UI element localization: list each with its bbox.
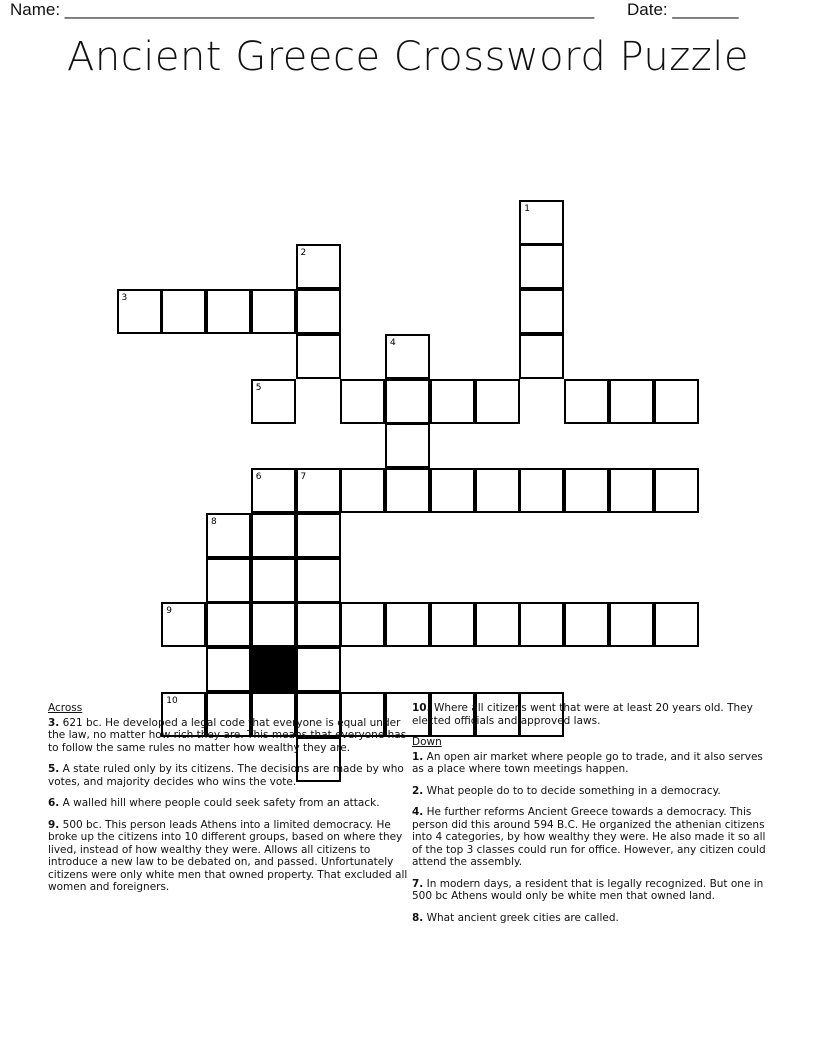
crossword-cell[interactable] [654,468,699,513]
clue-text: Where all citizens went that were at least 20 years old. They elected officials and approved laws. [412,702,753,727]
page-title: Ancient Greece Crossword Puzzle [67,34,749,80]
clue-text: 500 bc. This person leads Athens into a limited democracy. He broke up the citizens into 10 different groups, based on where they lived, instead of how wealthy they were. Allows all citizens to introduce a new law to be debated on, and passed. Unfortunately citizens were only white men that owned property. That excluded all women and foreigners. [48,818,408,893]
clue-number: 10. [412,702,431,714]
crossword-cell[interactable] [251,468,296,513]
clue-number-label: 5 [255,382,262,393]
crossword-cell[interactable] [296,244,341,289]
clue-text: A walled hill where people could seek safety from an attack. [62,797,380,809]
clue-down-1 [412,751,768,776]
crossword-cell[interactable] [564,602,609,647]
crossword-cell[interactable] [475,468,520,513]
clue-number: 7. [412,877,424,890]
crossword-cell[interactable] [251,289,296,334]
clue-number-label: 8 [211,516,217,527]
crossword-cell[interactable] [475,379,520,424]
clue-down-2 [412,785,768,798]
crossword-cell[interactable] [475,602,520,647]
crossword-black-cell [251,647,296,692]
crossword-cell[interactable] [430,602,475,647]
clue-number: 9. [48,818,60,831]
down-heading: Down [412,736,442,748]
crossword-cell[interactable] [206,558,251,603]
crossword-cell[interactable] [564,468,609,513]
crossword-cell[interactable] [519,244,564,289]
crossword-cell[interactable] [564,379,609,424]
clue-text: An open air market where people go to trade, and it also serves as a place where town meetings happen. [412,750,763,775]
crossword-cell[interactable] [296,334,341,379]
clue-down-4 [412,806,768,869]
clue-text: What ancient greek cities are called. [426,911,619,924]
crossword-cell[interactable] [296,647,341,692]
crossword-cell[interactable] [296,558,341,603]
crossword-cell[interactable] [206,513,251,558]
clue-number-label: 10 [166,695,178,706]
clue-number: 5. [48,763,60,775]
crossword-cell[interactable] [251,379,296,424]
crossword-cell[interactable] [251,558,296,603]
crossword-cell[interactable] [340,379,385,424]
clue-text: He further reforms Ancient Greece towards a democracy. This person did this around 594 B.C. He organized the athenian citizens into 4 categories, by how wealthy they were. He also made it so all of the top 3 classes could run for office. However, any citizen could attend the assembly. [412,806,766,868]
crossword-cell[interactable] [296,602,341,647]
clue-number-label: 9 [166,606,172,617]
clue-across-10 [412,702,768,727]
clue-number: 3. [48,716,60,729]
crossword-cell[interactable] [519,289,564,334]
clue-number: 1. [412,750,424,763]
crossword-cell[interactable] [519,468,564,513]
crossword-cell[interactable] [296,513,341,558]
clue-number: 2. [412,784,424,797]
clues-right-column [412,702,768,933]
crossword-cell[interactable] [340,602,385,647]
crossword-cell[interactable] [609,379,654,424]
crossword-cell[interactable] [251,513,296,558]
clue-across-5 [48,763,408,788]
clue-number-label: 1 [524,203,530,214]
crossword-cell[interactable] [609,468,654,513]
crossword-cell[interactable] [385,468,430,513]
crossword-cell[interactable] [430,379,475,424]
crossword-cell[interactable] [609,602,654,647]
clue-number-label: 7 [300,472,307,482]
crossword-cell[interactable] [519,200,564,245]
crossword-cell[interactable] [519,334,564,379]
clue-number-label: 4 [390,337,396,348]
clue-across-6 [48,797,408,810]
clue-number-label: 6 [255,472,262,482]
crossword-cell[interactable] [206,289,251,334]
crossword-cell[interactable] [117,289,162,334]
clue-number-label: 3 [121,293,128,303]
clue-text: 621 bc. He developed a legal code that everyone is equal under the law, no matter how rich they are. This means that everyone has to follow the same rules no matter how wealthy they are. [48,716,407,754]
clue-number: 8. [412,911,424,924]
clue-text: In modern days, a resident that is legally recognized. But one in 500 bc Athens would only be white men that owned land. [412,877,764,902]
clue-number: 4. [412,806,424,818]
crossword-cell[interactable] [654,379,699,424]
crossword-cell[interactable] [385,602,430,647]
crossword-cell[interactable] [161,289,206,334]
clues-left-column [48,702,408,903]
crossword-cell[interactable] [206,602,251,647]
crossword-cell[interactable] [430,468,475,513]
date-field: Date: _______ [627,0,739,19]
clue-across-3 [48,717,408,755]
clue-number: 6. [48,797,60,809]
clue-down-8 [412,912,768,925]
across-heading: Across [48,702,83,714]
clue-text: A state ruled only by its citizens. The decisions are made by who votes, and majority decides who wins the vote. [48,763,404,788]
crossword-cell[interactable] [296,468,341,513]
crossword-cell[interactable] [385,334,430,379]
crossword-cell[interactable] [206,647,251,692]
crossword-cell[interactable] [251,602,296,647]
crossword-cell[interactable] [519,602,564,647]
clue-text: What people do to to decide something in a democracy. [426,784,721,797]
clue-across-9 [48,819,408,894]
clue-number-label: 2 [300,248,307,259]
name-field: Name: ________________________________________________________ [10,0,595,19]
crossword-cell[interactable] [385,379,430,424]
crossword-cell[interactable] [296,289,341,334]
crossword-cell[interactable] [385,423,430,468]
clue-down-7 [412,878,768,903]
crossword-cell[interactable] [161,602,206,647]
crossword-cell[interactable] [654,602,699,647]
crossword-cell[interactable] [340,468,385,513]
